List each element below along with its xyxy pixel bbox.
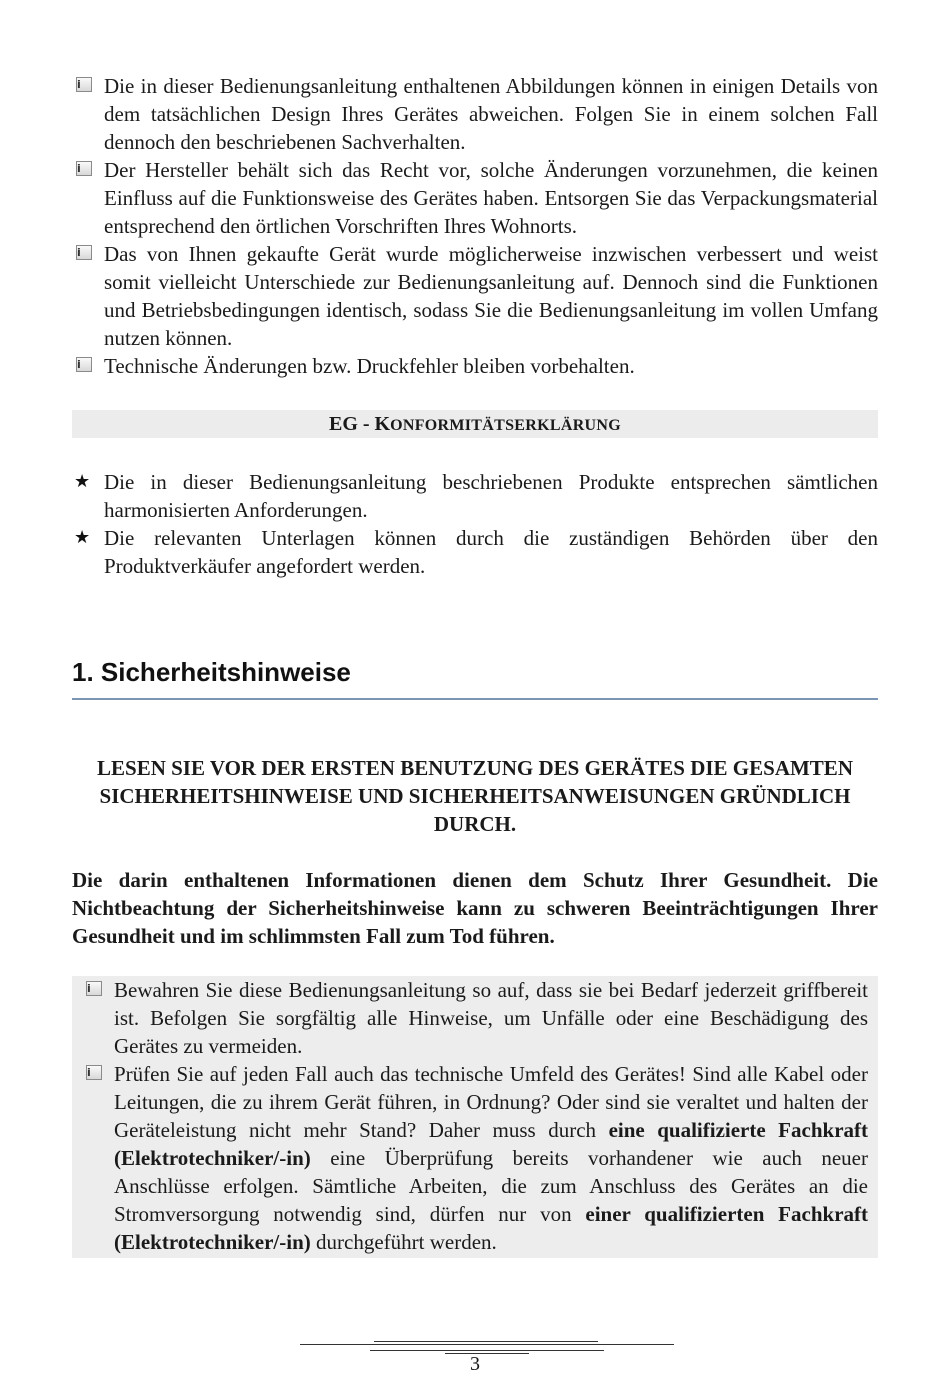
note-text: Das von Ihnen gekaufte Gerät wurde möglicherweise inzwischen verbessert und weist somit vielleicht Unterschiede zur Bedienungsanleitung auf. Dennoch sind die Funktionen und Betriebsbedingungen identisch, sodass Sie die Bedienungsanleitung im vollen Umfang nutzen können. — [104, 242, 878, 350]
info-icon: i — [76, 77, 92, 92]
safety-text-part: eine Überprüfung bereits vorhandener wie auch neuer Anschlüsse erfolgen. Sämtliche Arbeiten, die zum Anschluss des Gerätes an die Stromversorgung notwendig sind, dürfen nur von — [114, 1146, 868, 1226]
list-item — [82, 1060, 868, 1256]
info-icon: i — [86, 981, 102, 996]
info-icon: i — [76, 161, 92, 176]
list-item — [72, 524, 878, 580]
star-icon: ★ — [74, 471, 91, 492]
note-text: Die in dieser Bedienungsanleitung enthaltenen Abbildungen können in einigen Details von dem tatsächlichen Design Ihres Gerätes abweichen. Folgen Sie in einem solchen Fall dennoch den beschriebenen Sachverhalten. — [104, 74, 878, 154]
safety-emphasis: eine qualifizierte Fachkraft (Elektrotechniker/-in) — [114, 1118, 869, 1170]
list-item — [72, 240, 878, 352]
chapter-title: 1. Sicherheitshinweise — [72, 654, 878, 700]
info-icon: i — [76, 245, 92, 260]
safety-text: Bewahren Sie diese Bedienungsanleitung so auf, dass sie bei Bedarf jederzeit griffbereit ist. Befolgen Sie sorgfältig alle Hinweise, um Unfälle oder eine Beschädigung des Gerätes zu vermeiden. — [114, 978, 868, 1058]
conformity-text: Die in dieser Bedienungsanleitung beschriebenen Produkte entsprechen sämtlichen harmonisierten Anforderungen. — [104, 470, 878, 522]
list-item — [72, 468, 878, 524]
warning-heading: LESEN SIE VOR DER ERSTEN BENUTZUNG DES GERÄTES DIE GESAMTEN SICHERHEITSHINWEISE UND SICHERHEITSANWEISUNGEN GRÜNDLICH DURCH. — [97, 756, 853, 836]
list-item — [72, 72, 878, 156]
safety-text-part: durchgeführt werden. — [310, 1230, 497, 1254]
page-number: 3 — [470, 1353, 480, 1375]
info-icon: i — [76, 357, 92, 372]
notes-list — [72, 72, 878, 380]
conformity-text: Die relevanten Unterlagen können durch die zuständigen Behörden über den Produktverkäufer angefordert werden. — [104, 526, 878, 578]
note-text: Der Hersteller behält sich das Recht vor, solche Änderungen vorzunehmen, die keinen Einfluss auf die Funktionsweise des Gerätes haben. Entsorgen Sie das Verpackungsmaterial entsprechend den örtlichen Vorschriften Ihres Wohnorts. — [104, 158, 878, 238]
safety-list — [82, 976, 868, 1256]
list-item — [72, 156, 878, 240]
info-icon: i — [86, 1065, 102, 1080]
conformity-heading-prefix: EG - K — [328, 413, 391, 435]
conformity-heading — [72, 410, 878, 438]
page-content — [72, 72, 878, 1258]
intro-paragraph: Die darin enthaltenen Informationen dienen dem Schutz Ihrer Gesundheit. Die Nichtbeachtung der Sicherheitshinweise kann zu schweren Beeinträchtigungen Ihrer Gesundheit und im schlimmsten Fall zum Tod führen. — [72, 868, 878, 948]
conformity-heading-rest: ONFORMITÄTSERKLÄRUNG — [390, 417, 622, 434]
safety-emphasis: einer qualifizierten Fachkraft (Elektrotechniker/-in) — [114, 1202, 869, 1254]
star-icon: ★ — [74, 527, 91, 548]
list-item — [72, 352, 878, 380]
safety-text-part: Prüfen Sie auf jeden Fall auch das technische Umfeld des Gerätes! Sind alle Kabel oder Leitungen, die zu ihrem Gerät führen, in Ordnung? Oder sind sie veraltet und halten der Geräteleistung nicht mehr Stand? Daher muss durch — [114, 1062, 868, 1142]
conformity-list — [72, 468, 878, 580]
list-item — [82, 976, 868, 1060]
safety-box — [72, 976, 878, 1258]
note-text: Technische Änderungen bzw. Druckfehler bleiben vorbehalten. — [104, 354, 635, 378]
